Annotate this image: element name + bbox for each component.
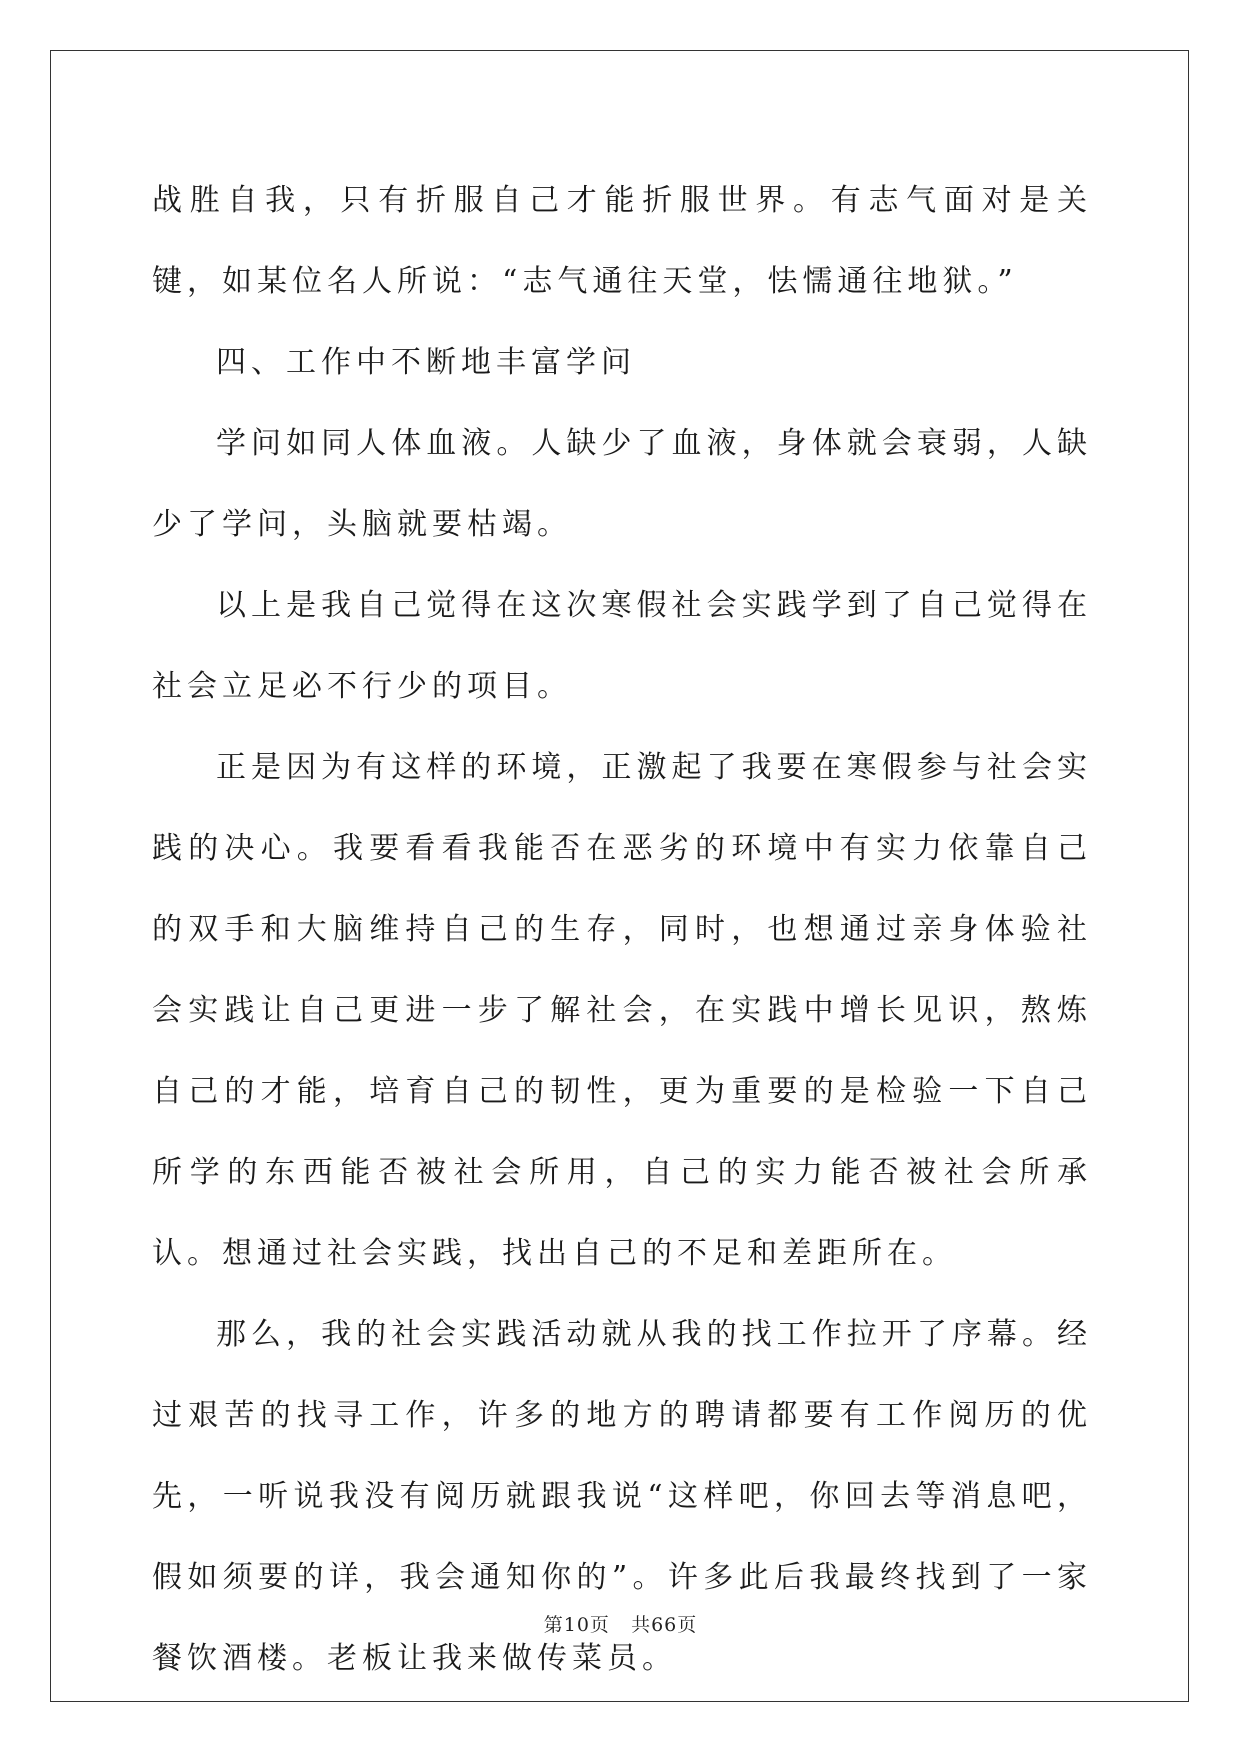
total-prefix: 共 [631, 1614, 652, 1636]
page-label-suffix: 页 [589, 1614, 610, 1636]
section-heading: 四、工作中不断地丰富学问 [216, 345, 636, 380]
total-suffix: 页 [677, 1614, 698, 1636]
page-footer [0, 1610, 1241, 1637]
total-pages: 66 [651, 1614, 678, 1636]
paragraph: 以上是我自己觉得在这次寒假社会实践学到了自己觉得在社会立足必不行少的项目。 [152, 588, 1092, 704]
paragraph: 学问如同人体血液。人缺少了血液，身体就会衰弱，人缺少了学问，头脑就要枯竭。 [152, 426, 1092, 542]
paragraph: 那么，我的社会实践活动就从我的找工作拉开了序幕。经过艰苦的找寻工作，许多的地方的聘请都要有工作阅历的优先，一听说我没有阅历就跟我说“这样吧，你回去等消息吧，假如须要的详，我会通知你的”。许多此后我最终找到了一家餐饮酒楼。老板让我来做传菜员。 [152, 1317, 1092, 1676]
paragraph: 正是因为有这样的环境，正激起了我要在寒假参与社会实践的决心。我要看看我能否在恶劣的环境中有实力依靠自己的双手和大脑维持自己的生存，同时，也想通过亲身体验社会实践让自己更进一步了解社会，在实践中增长见识，熬炼自己的才能，培育自己的韧性，更为重要的是检验一下自己所学的东西能否被社会所用，自己的实力能否被社会所承认。想通过社会实践，找出自己的不足和差距所在。 [152, 750, 1092, 1271]
document-body [152, 160, 1092, 1699]
page-label-prefix: 第 [543, 1614, 564, 1636]
paragraph: 战胜自我，只有折服自己才能折服世界。有志气面对是关键，如某位名人所说：“志气通往天堂，怯懦通往地狱。” [152, 183, 1092, 299]
page-number: 10 [563, 1614, 590, 1636]
